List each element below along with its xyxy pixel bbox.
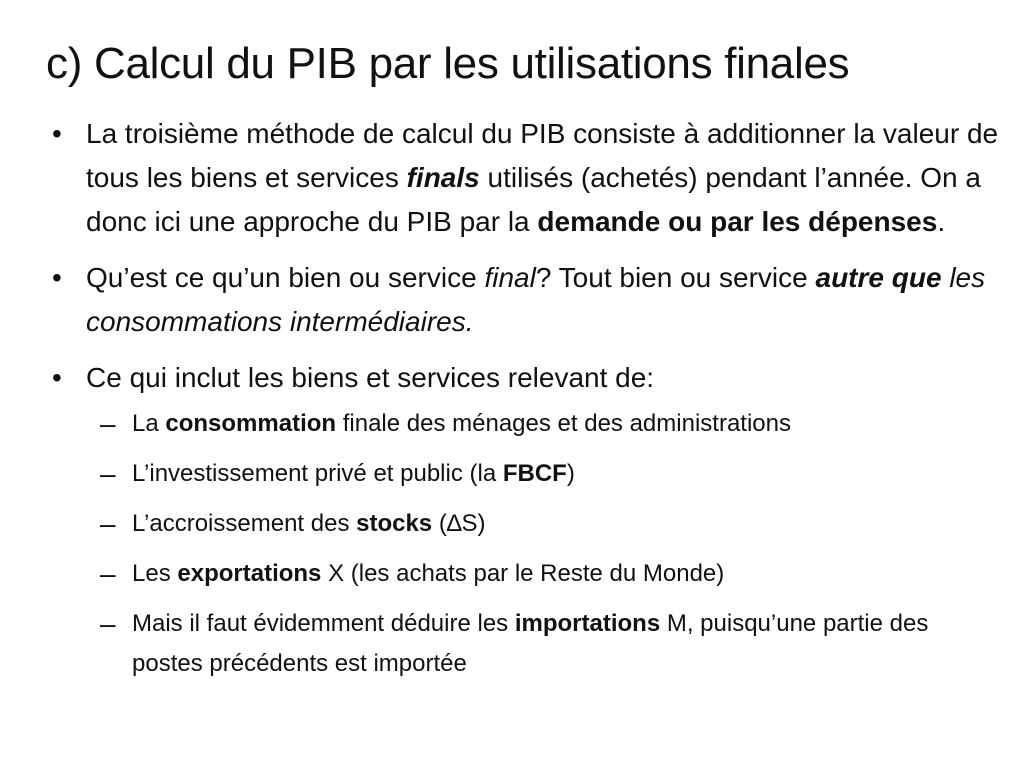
text-run: ) bbox=[566, 460, 575, 487]
text-run: utilisés (achetés) pendant l’année. On a donc ici une approche du PIB par la bbox=[86, 162, 981, 237]
bullet-item bbox=[52, 112, 1002, 244]
bullet-marker: • bbox=[52, 118, 62, 149]
text-run: Ce qui inclut les biens et services relevant de: bbox=[86, 362, 655, 393]
text-run: L’accroissement des bbox=[132, 510, 357, 537]
text-run: (∆S) bbox=[432, 510, 486, 537]
text-run: . bbox=[937, 206, 946, 237]
sub-list bbox=[86, 404, 1002, 684]
text-run: autre que bbox=[815, 262, 942, 293]
text-run: importations bbox=[514, 610, 661, 637]
sub-text bbox=[132, 560, 724, 587]
text-run: ? Tout bien ou service bbox=[535, 262, 816, 293]
bullet-item bbox=[52, 256, 1002, 344]
text-run: Les bbox=[132, 560, 178, 587]
text-run: FBCF bbox=[502, 460, 567, 487]
text-run: X (les achats par le Reste du Monde) bbox=[321, 560, 725, 587]
text-run: Qu’est ce qu’un bien ou service bbox=[86, 262, 485, 293]
sub-text bbox=[132, 510, 486, 537]
text-run: Mais il faut évidemment déduire les bbox=[132, 610, 515, 637]
sub-text bbox=[132, 460, 575, 487]
text-run: finals bbox=[406, 162, 480, 193]
bullet-marker: • bbox=[52, 262, 62, 293]
bullet-text bbox=[86, 118, 998, 237]
sub-item bbox=[52, 504, 1002, 544]
sub-item bbox=[52, 554, 1002, 594]
sub-marker: – bbox=[100, 508, 116, 539]
sub-marker: – bbox=[100, 458, 116, 489]
bullet-text bbox=[86, 362, 654, 393]
bullet-text bbox=[86, 262, 985, 337]
text-run: exportations bbox=[177, 560, 322, 587]
bullet-list bbox=[52, 112, 1002, 696]
sub-text bbox=[132, 610, 928, 677]
sub-text bbox=[132, 410, 791, 437]
text-run: stocks bbox=[356, 510, 433, 537]
text-run: les consommations intermédiaires. bbox=[86, 262, 986, 337]
text-run: consommation bbox=[165, 410, 337, 437]
sub-item bbox=[52, 604, 1002, 684]
sub-marker: – bbox=[100, 408, 116, 439]
text-run: La troisième méthode de calcul du PIB consiste à additionner la valeur de tous les biens et services bbox=[86, 118, 999, 193]
text-run: finale des ménages et des administrations bbox=[336, 410, 791, 437]
text-run: La bbox=[132, 410, 166, 437]
sub-item bbox=[52, 404, 1002, 444]
sub-marker: – bbox=[100, 608, 116, 639]
text-run: final bbox=[484, 262, 536, 293]
text-run: M, puisqu’une partie des postes précédents est importée bbox=[132, 610, 929, 677]
sub-item bbox=[52, 454, 1002, 494]
sub-marker: – bbox=[100, 558, 116, 589]
bullet-marker: • bbox=[52, 362, 62, 393]
bullet-item bbox=[52, 356, 1002, 684]
slide-title: c) Calcul du PIB par les utilisations finales bbox=[46, 39, 850, 88]
text-run: L’investissement privé et public (la bbox=[132, 460, 503, 487]
text-run: demande ou par les dépenses bbox=[537, 206, 938, 237]
